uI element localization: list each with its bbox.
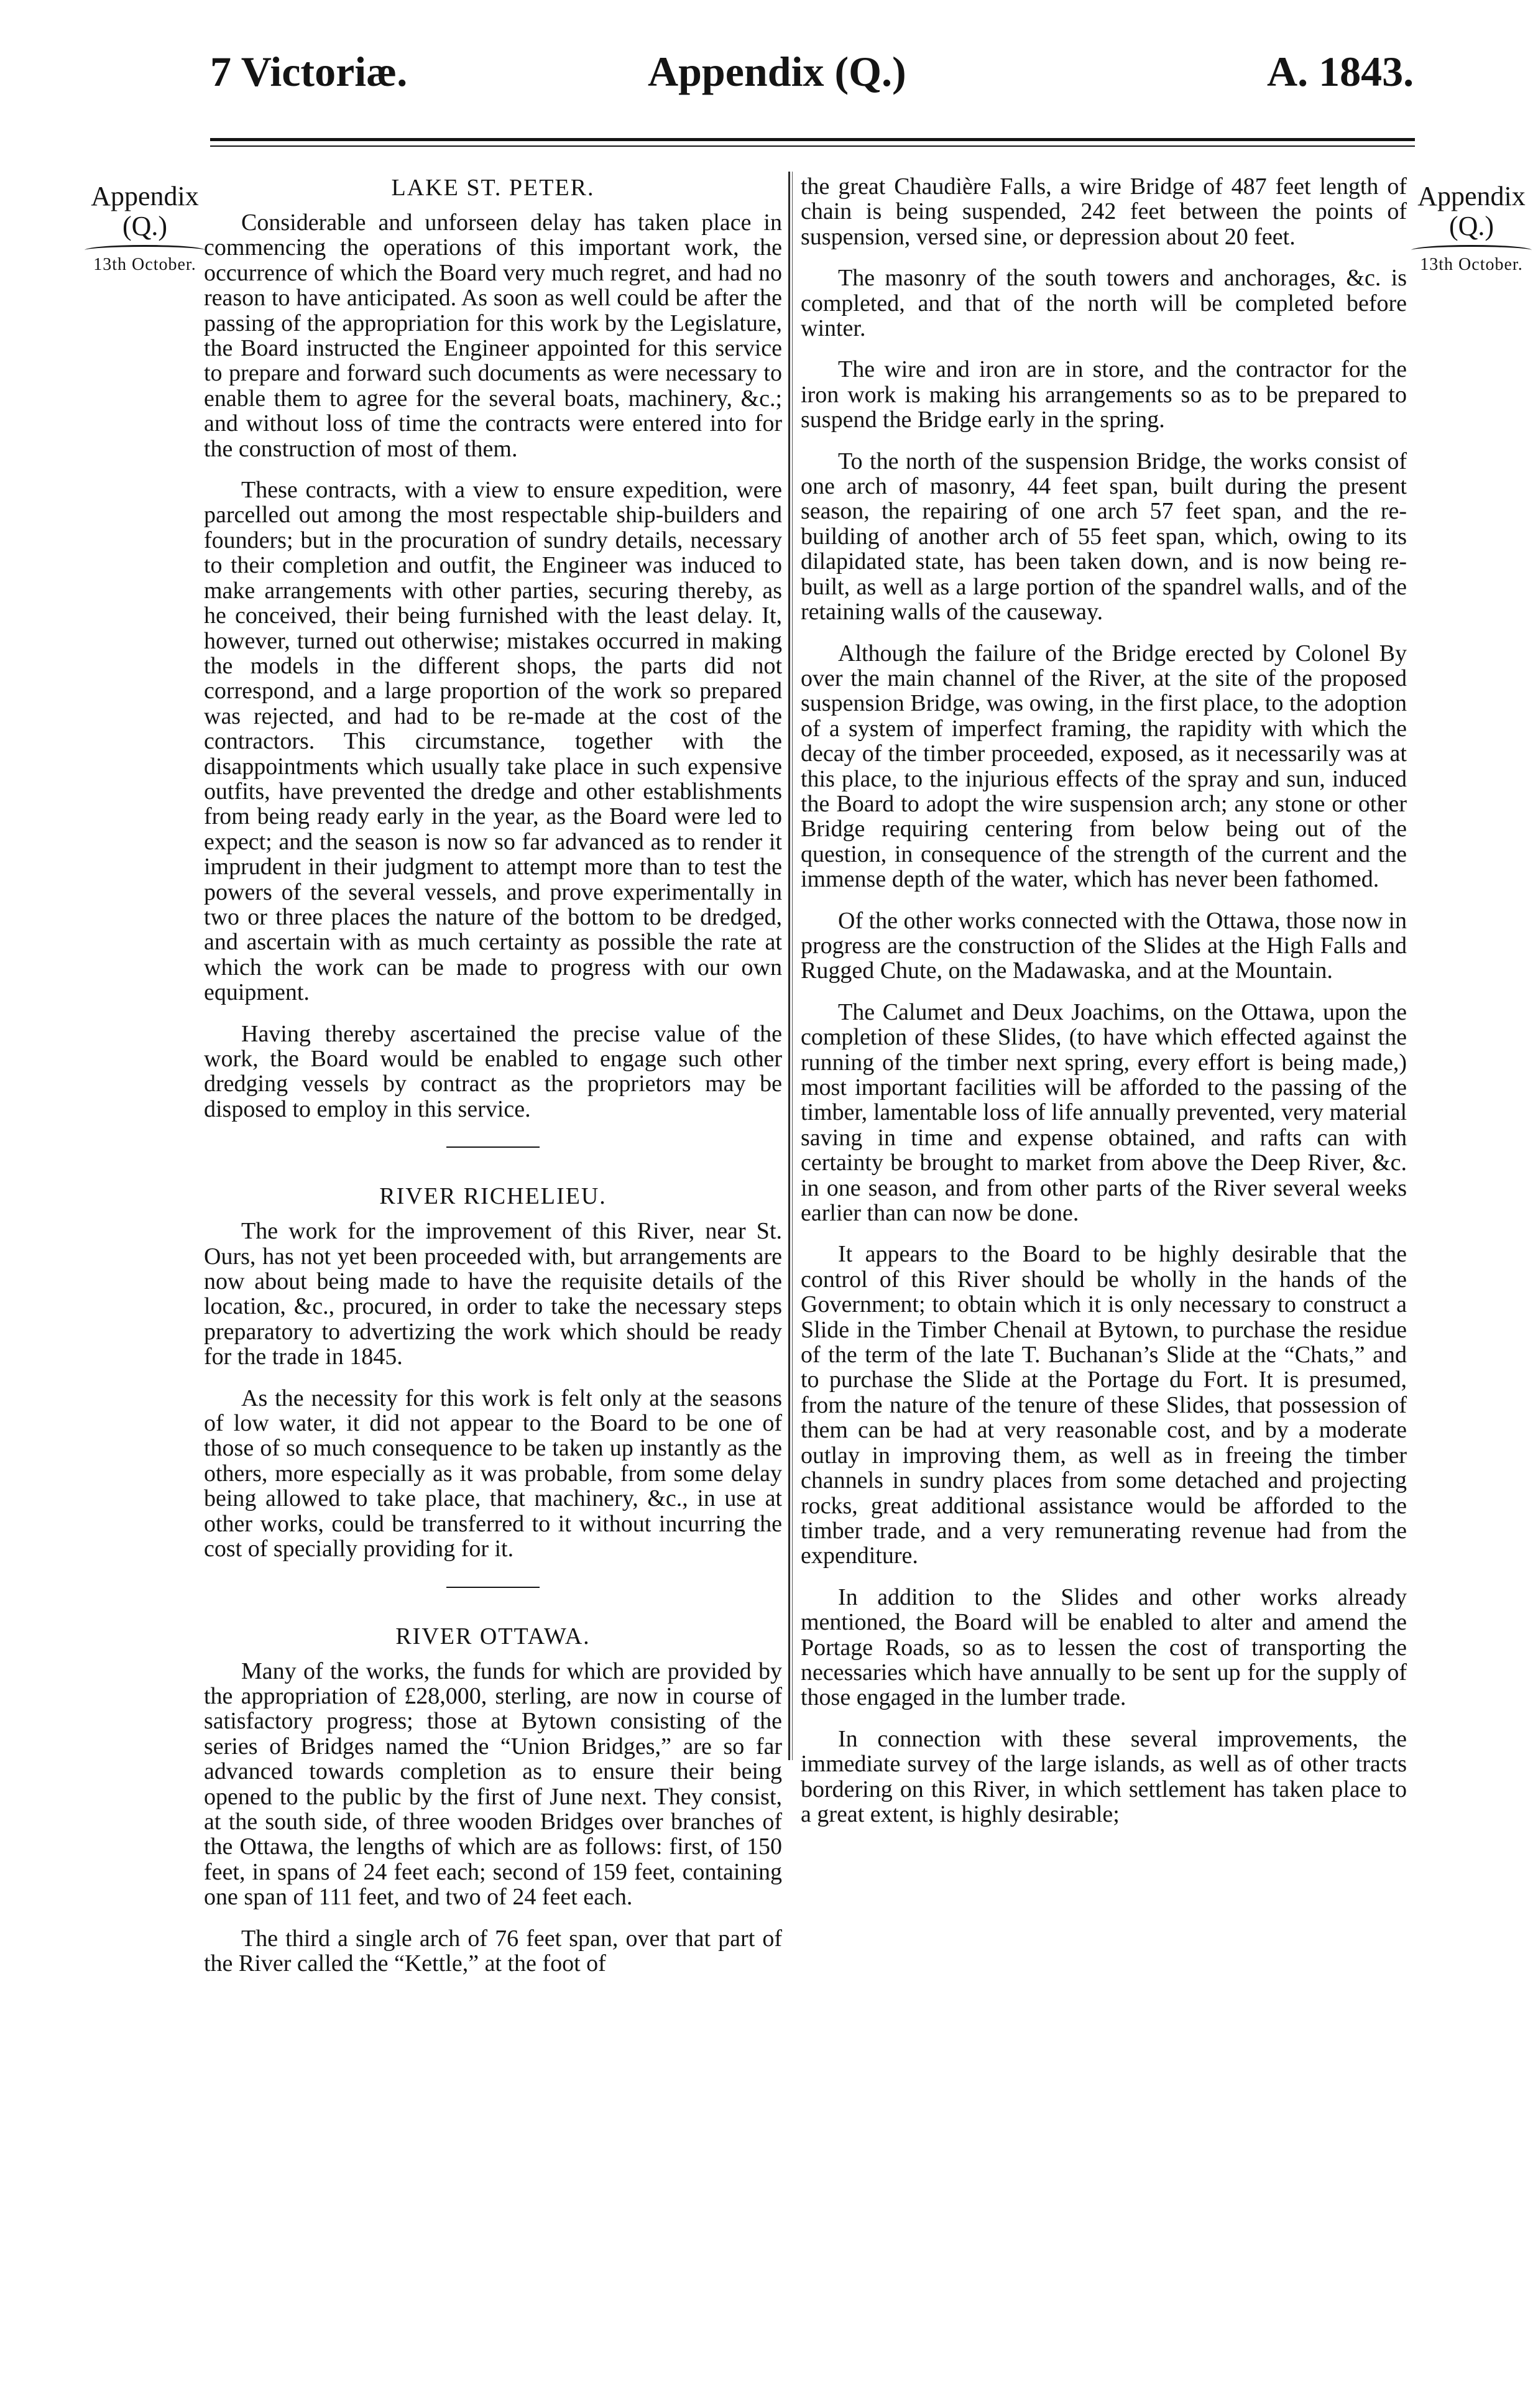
paragraph: These contracts, with a view to ensure expedition, were parcelled out among the most respectable ship-builders and founders; but in the procuration of sundry details, necessary to their completion and outfit, the Engineer was induced to make arrangements with other parties, securing thereby, as he conceived, their being furnished with the least delay. It, however, turned out otherwise; mistakes occurred in making the models in the different shops, the parts did not correspond, and a large proportion of the work so prepared was rejected, and had to be re-made at the cost of the contractors. This circumstance, together with the disappointments which usually take place in such expensive outfits, have prevented the dredge and other establishments from being ready early in the year, as the Board were led to expect; and the season is now so far advanced as to render it imprudent in their judgment to attempt more than to test the powers of the several vessels, and prove experimentally in two or three places the nature of the bottom to be dredged, and ascertain with as much certainty as possible the rate at which the work can be made to progress with our own equipment. [204,477,782,1006]
left-column [204,174,782,1992]
margin-note-right [1406,182,1537,274]
paragraph: As the necessity for this work is felt only at the seasons of low water, it did not appear to the Board to be one of those of so much consequence to be taken up instantly as the others, more especially as it was probable, from some delay being allowed to take place, that machinery, &c., in use at other works, could be transferred to it without incurring the cost of specially providing for it. [204,1385,782,1562]
margin-brace [1411,245,1532,256]
margin-appendix-label: Appendix [91,181,199,211]
margin-date: 13th October. [93,255,196,274]
paragraph: The masonry of the south towers and anchorages, &c. is completed, and that of the north will be completed before winter. [801,265,1407,342]
paragraph: Although the failure of the Bridge erected by Colonel By over the main channel of the River, at the site of the proposed suspension Bridge, was owing, in the first place, to the adoption of a system of imperfect framing, the rapidity with which the decay of the timber proceeded, exposed, as it necessarily was at this place, to the injurious effects of the spray and sun, induced the Board to adopt the wire suspension arch; any stone or other Bridge requiring centering from below being out of the question, in consequence of the strength of the current and the immense depth of the water, which has never been fathomed. [801,640,1407,893]
section-heading-lake-st-peter: LAKE ST. PETER. [391,175,595,201]
section-heading-river-richelieu: RIVER RICHELIEU. [379,1183,607,1210]
paragraph: It appears to the Board to be highly desirable that the control of this River should be wholly in the hands of the Government; to obtain which it is only necessary to construct a Slide in the Timber Chenail at Bytown, to purchase the residue of the term of the late T. Buchanan’s Slide at the “Chats,” and to purchase the Slide at the Portage du Fort. It is presumed, from the nature of the tenure of these Slides, that possession of them can be had at very reasonable cost, and by a moderate outlay in improving them, as well as in freeing the timber channels in sundry places from some detached and projecting rocks, great additional assistance would be afforded to the timber trade, and a very remunerating revenue had from the expenditure. [801,1241,1407,1569]
paragraph: Many of the works, the funds for which are provided by the appropriation of £28,000, sterling, are now in course of satisfactory progress; those at Bytown consisting of the series of Bridges named the “Union Bridges,” are so far advanced towards completion as to ensure their being opened to the public by the first of June next. They consist, at the south side, of three wooden Bridges over branches of the Ottawa, the lengths of which are as follows: first, of 150 feet, in spans of 24 feet each; second of 159 feet, containing one span of 111 feet, and two of 24 feet each. [204,1658,782,1911]
paragraph: The Calumet and Deux Joachims, on the Ottawa, upon the completion of these Slides, (to have which effected against the running of the timber next spring, every effort is being made,) most important facilities will be afforded to the passing of the timber, lamentable loss of life annually prevented, very material saving in time and expense obtained, and rafts can with certainty be brought to market from above the Deep River, &c. in one season, and from other parts of the River several weeks earlier than can now be done. [801,999,1407,1227]
paragraph: To the north of the suspension Bridge, the works consist of one arch of masonry, 44 feet span, built during the present season, the repairing of one arch 57 feet span, and the re-building of another arch of 55 feet span, which, owing to its dilapidated state, has been taken down, and is now being re-built, as well as a large portion of the spandrel walls, and of the retaining walls of the causeway. [801,448,1407,625]
paragraph: The third a single arch of 76 feet span, over that part of the River called the “Kettle,” at the foot of [204,1925,782,1977]
paragraph-continued: the great Chaudière Falls, a wire Bridge of 487 feet length of chain is being suspended, 242 feet between the points of suspension, versed sine, or depression about 20 feet. [801,173,1407,250]
section-heading-river-ottawa: RIVER OTTAWA. [395,1623,591,1649]
margin-brace [85,245,205,256]
column-divider-inner [792,172,793,1760]
margin-q-label: (Q.) [1448,211,1494,241]
section-separator [446,1146,540,1148]
paragraph: Having thereby ascertained the precise value of the work, the Board would be enabled to engage such other dredging vessels by contract as the proprietors may be disposed to employ in this service. [204,1020,782,1122]
header-rule-thick [210,138,1415,141]
header-year: A. 1843. [1267,48,1414,95]
margin-date: 13th October. [1420,255,1523,274]
header-rule-thin [210,145,1415,147]
paragraph: The wire and iron are in store, and the contractor for the iron work is making his arrangements so as to be prepared to suspend the Bridge early in the spring. [801,356,1407,433]
margin-appendix-label: Appendix [1417,181,1526,211]
paragraph: Of the other works connected with the Ottawa, those now in progress are the construction of the Slides at the High Falls and Rugged Chute, on the Madawaska, and at the Mountain. [801,907,1407,984]
section-separator [446,1587,540,1588]
running-header [0,44,1538,112]
header-appendix: Appendix (Q.) [648,48,906,95]
paragraph: In addition to the Slides and other works already mentioned, the Board will be enabled to alter and amend the Portage Roads, so as to lessen the cost of transporting the necessaries which have annually to be sent up for the supply of those engaged in the lumber trade. [801,1584,1407,1711]
paragraph: The work for the improvement of this River, near St. Ours, has not yet been proceeded with, but arrangements are now about being made to have the requisite details of the location, &c., procured, in order to take the necessary steps preparatory to advertizing the work which should be ready for the trade in 1845. [204,1218,782,1370]
margin-q-label: (Q.) [122,211,168,241]
margin-note-left [80,182,210,274]
paragraph: Considerable and unforseen delay has taken place in commencing the operations of this important work, the occurrence of which the Board very much regret, and had no reason to have anticipated. As soon as well could be after the passing of the appropriation for this work by the Legislature, the Board instructed the Engineer appointed for this service to prepare and forward such documents as were necessary to enable them to agree for the several boats, machinery, &c.; and without loss of time the contracts were entered into for the construction of most of them. [204,210,782,462]
right-column [801,174,1407,1843]
column-divider [788,172,790,1760]
paragraph: In connection with these several improvements, the immediate survey of the large islands, as well as of other tracts bordering on this River, in which settlement has taken place to a great extent, is highly desirable; [801,1725,1407,1827]
header-session: 7 Victoriæ. [210,48,408,95]
